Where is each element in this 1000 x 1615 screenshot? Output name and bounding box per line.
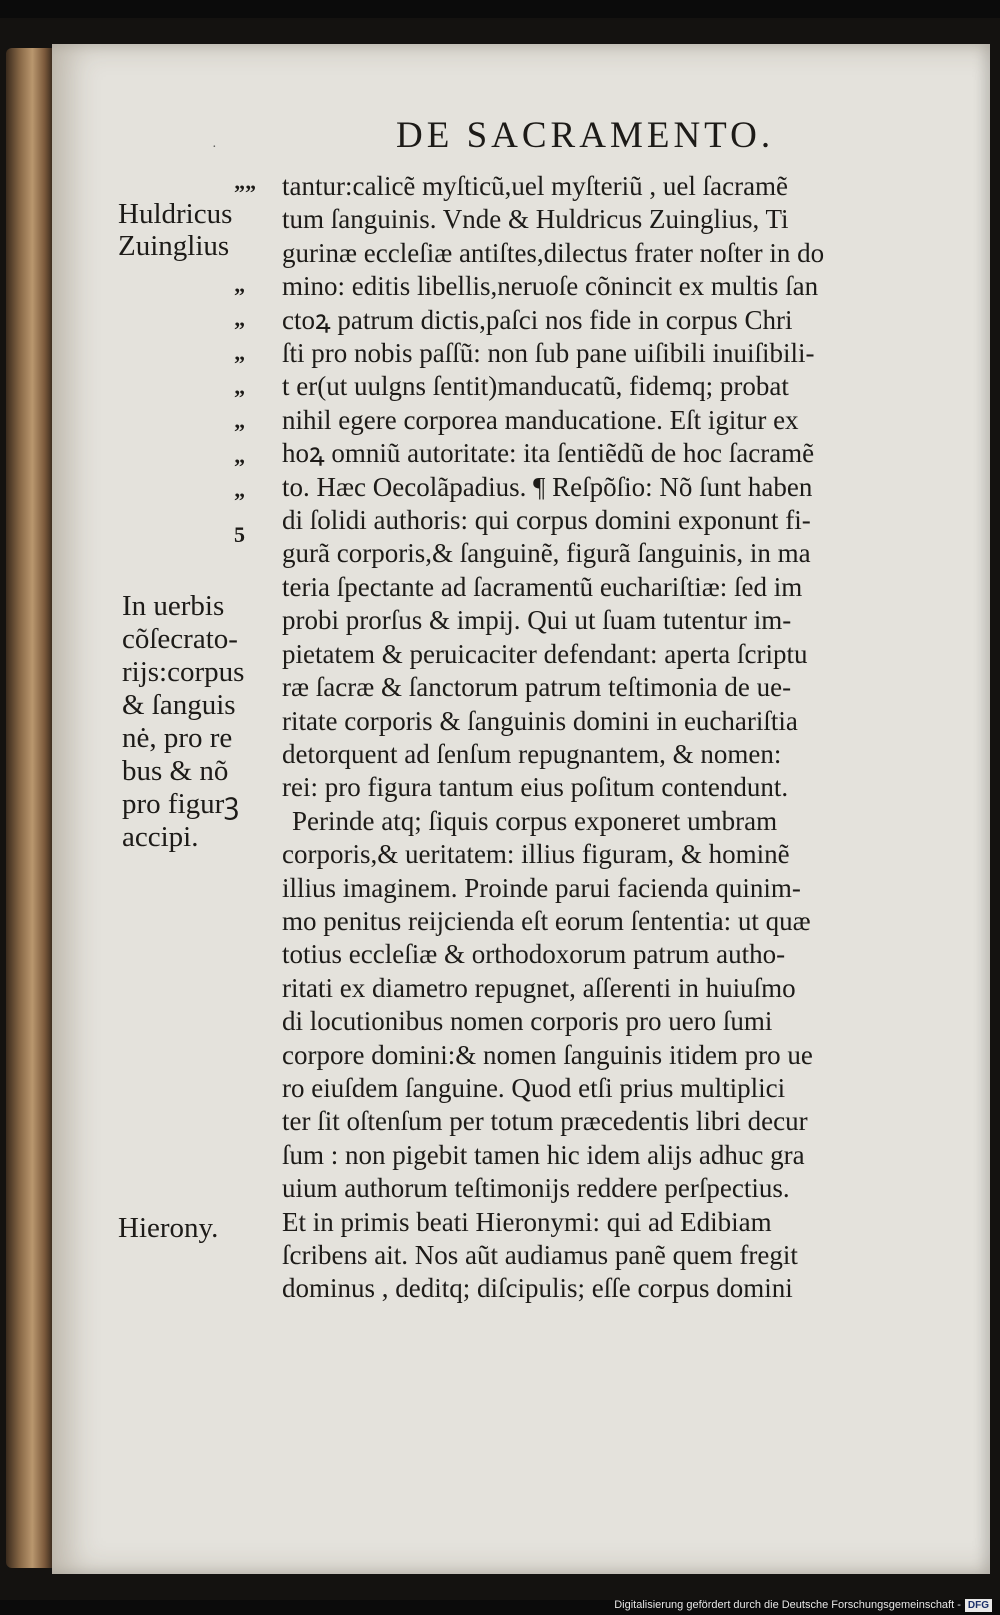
text-line: dominus , deditq; diſcipulis; eſſe corpus domini xyxy=(282,1273,793,1304)
text-line: hoꝝ omniũ autoritate: ita ſentiẽdũ de hoc ſacramẽ xyxy=(282,438,815,469)
footer-text: Digitalisierung gefördert durch die Deutsche Forschungsgemeinschaft - xyxy=(614,1599,961,1611)
quote-mark: ” xyxy=(234,419,245,445)
body-text xyxy=(282,170,972,1306)
text-line: probi prorſus & impij. Qui ut ſuam tutentur im- xyxy=(282,605,792,636)
quote-mark: ” xyxy=(234,350,245,376)
quote-mark: ” xyxy=(234,282,245,308)
marginal-line: bus & nõ xyxy=(122,755,229,787)
text-line: ræ ſacræ & ſanctorum patrum teſtimonia de ue- xyxy=(282,672,792,703)
dfg-logo: DFG xyxy=(965,1599,992,1612)
text-line: gurinæ eccleſiæ antiſtes,dilectus frater noſter in do xyxy=(282,237,825,268)
text-line: corporis,& ueritatem: illius figuram, & hominẽ xyxy=(282,839,790,870)
marginal-line: cõſecrato- xyxy=(122,623,238,655)
marginal-line: pro figurꝫ xyxy=(122,788,240,820)
text-line: ro eiuſdem ſanguine. Quod etſi prius multiplici xyxy=(282,1072,786,1103)
text-line: nihil egere corporea manducatione. Eſt igitur ex xyxy=(282,404,799,435)
text-line: t er(ut uulgns ſentit)manducatũ, fidemq; probat xyxy=(282,371,789,402)
quote-mark xyxy=(234,244,264,278)
quote-mark: 5 xyxy=(234,521,245,547)
quote-mark: ” xyxy=(234,453,245,479)
text-line: ritati ex diametro repugnet, aſſerenti in huiuſmo xyxy=(282,972,796,1003)
text-line: ſcribens ait. Nos aũt audiamus panẽ quem fregit xyxy=(282,1240,798,1270)
marginal-line: In uerbis xyxy=(122,590,225,622)
running-head: DE SACRAMENTO. xyxy=(396,115,775,156)
text-line: ter ſit oſtenſum per totum præcedentis libri decur xyxy=(282,1106,808,1137)
marginal-line: accipi. xyxy=(122,821,199,853)
quote-mark: ” xyxy=(234,316,245,342)
text-line: teria ſpectante ad ſacramentũ euchariſtiæ: ſed im xyxy=(282,571,803,602)
text-line: uium authorum teſtimonijs reddere perſpectius. xyxy=(282,1173,790,1204)
quote-mark: ” xyxy=(234,487,245,513)
text-line: detorquent ad ſenſum repugnantem, & nomen: xyxy=(282,738,782,769)
quote-mark xyxy=(234,210,264,244)
marginal-note-in-uerbis xyxy=(122,590,244,854)
book-edge xyxy=(6,48,54,1568)
text-line: ſti pro nobis paſſũ: non ſub pane uiſibili inuiſibili- xyxy=(282,338,815,369)
text-line: to. Hæc Oecolãpadius. ¶ Reſpõſio: Nõ ſunt haben xyxy=(282,471,813,502)
text-line: mo penitus reijcienda eſt eorum ſententia: ut quæ xyxy=(282,905,811,936)
footer-credit xyxy=(614,1597,992,1613)
text-line: tum ſanguinis. Vnde & Huldricus Zuinglius, Ti xyxy=(282,204,789,235)
quote-mark: ” xyxy=(234,385,245,411)
marginal-line: rijs:corpus xyxy=(122,656,245,688)
text-line: pietatem & peruicaciter defendant: aperta ſcriptu xyxy=(282,638,808,669)
text-line: di locutionibus nomen corporis pro uero ſumi xyxy=(282,1006,773,1037)
text-line: di ſolidi authoris: qui corpus domini exponunt fi- xyxy=(282,505,811,536)
marginal-line: Huldricus xyxy=(118,198,233,230)
text-line: rei: pro figura tantum eius poſitum contendunt. xyxy=(282,772,789,803)
text-line: ctoꝝ patrum dictis,paſci nos fide in corpus Chri xyxy=(282,304,793,335)
page-mark: · xyxy=(212,140,217,155)
text-line: ritate corporis & ſanguinis domini in euchariſtia xyxy=(282,705,798,736)
text-line: totius eccleſiæ & orthodoxorum patrum autho- xyxy=(282,939,786,970)
text-line: gurã corporis,& ſanguinẽ, figurã ſanguinis, in ma xyxy=(282,538,811,569)
quote-marks-column xyxy=(234,176,264,552)
text-line: ſum : non pigebit tamen hic idem alijs adhuc gra xyxy=(282,1139,805,1170)
marginal-line: Zuinglius xyxy=(118,230,230,262)
text-line: Et in primis beati Hieronymi: qui ad Edibiam xyxy=(282,1206,772,1237)
marginal-note-hierony: Hierony. xyxy=(118,1212,219,1244)
marginal-line: nė, pro re xyxy=(122,722,233,754)
text-line: Perinde atq; ſiquis corpus exponeret umbram xyxy=(292,805,778,836)
quote-mark: ”” xyxy=(234,180,256,205)
text-line: illius imaginem. Proinde parui facienda quinim- xyxy=(282,872,801,903)
text-line: corpore domini:& nomen ſanguinis itidem pro ue xyxy=(282,1039,813,1070)
text-line: mino: editis libellis,neruoſe cõnincit ex multis ſan xyxy=(282,271,819,302)
text-line: tantur:calicẽ myſticũ,uel myſteriũ , uel ſacramẽ xyxy=(282,171,789,201)
marginal-line: & ſanguis xyxy=(122,689,236,721)
marginal-note-huldricus xyxy=(118,198,232,262)
